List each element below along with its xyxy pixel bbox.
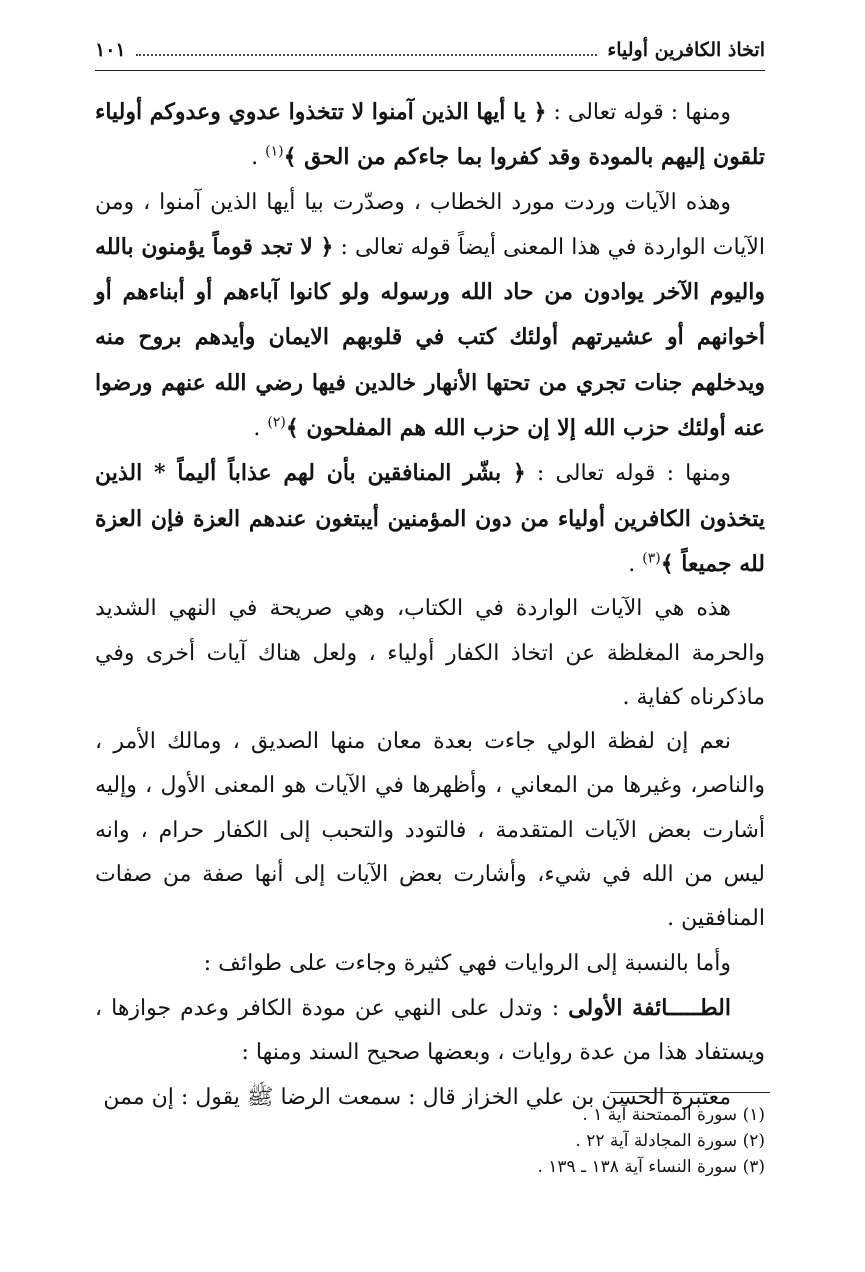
- footnote-ref: (١): [265, 143, 284, 160]
- footnotes: [95, 1102, 765, 1180]
- text-run: هذه هي الآيات الواردة في الكتاب، وهي صريحة في النهي الشديد والحرمة المغلظة عن اتخاذ الكفار أولياء ، ولعل هناك آيات أخرى وفي ماذكرناه كفاية .: [95, 596, 765, 710]
- text-run: نعم إن لفظة الولي جاءت بعدة معان منها الصديق ، ومالك الأمر ، والناصر، وغيرها من المعاني ، وأظهرها في الآيات هو المعنى الأول ، وإليه أشارت بعض الآيات المتقدمة ، فالتودد والتحبب إلى الكفار حرام ، وانه ليس من الله في شيء، وأشارت بعض الآيات إلى أنها صفة من صفات المنافقين .: [95, 729, 765, 932]
- text-run: : وتدل على النهي عن مودة الكافر وعدم جوازها ، ويستفاد هذا من عدة روايات ، وبعضها صحيح السند ومنها :: [95, 995, 765, 1066]
- text-run: .: [253, 416, 268, 442]
- text-run: يقول : إن ممن: [103, 1084, 247, 1110]
- text-run: وهذه الآيات وردت مورد الخطاب ، وصدّرت بيا أيها الذين آمنوا ، ومن الآيات الواردة في هذا المعنى أيضاً قوله تعالى :: [95, 189, 766, 260]
- paragraph: [95, 720, 765, 941]
- text-run: .: [251, 145, 266, 171]
- text-run: .: [628, 551, 643, 577]
- main-text: [95, 90, 765, 1120]
- quran-quote: ﴿ بشّر المنافقين بأن لهم عذاباً أليماً * الذين يتخذون الكافرين أولياء من دون المؤمنين أيبتغون عندهم العزة فإن العزة لله جميعاً ﴾: [95, 460, 765, 577]
- footnote: (٢) سورة المجادلة آية ٢٢ .: [575, 1131, 765, 1151]
- footnote-ref: (٣): [642, 550, 661, 567]
- page-number: ١٠١: [95, 39, 126, 61]
- footnote-separator: [610, 1092, 770, 1093]
- header-title: اتخاذ الكافرين أولياء: [607, 39, 765, 61]
- paragraph: [95, 942, 765, 986]
- paragraph: [95, 587, 765, 720]
- footnote: (٣) سورة النساء آية ١٣٨ ـ ١٣٩ .: [537, 1157, 765, 1177]
- text-run: ومنها : قوله تعالى :: [525, 461, 731, 487]
- text-run: معتبرة الحسن بن علي الخزاز قال : سمعت الرضا: [273, 1084, 731, 1110]
- footnote-ref: (٢): [267, 414, 286, 431]
- running-header: [95, 30, 765, 71]
- paragraph: [95, 181, 765, 452]
- paragraph: [95, 90, 765, 181]
- quran-quote: ﴿ يا أيها الذين آمنوا لا تتخذوا عدوي وعدوكم أولياء تلقون إليهم بالمودة وقد كفروا بما جاءكم من الحق ﴾: [95, 99, 765, 171]
- header-leader-dots: [136, 44, 598, 56]
- text-run: ومنها : قوله تعالى :: [546, 100, 731, 125]
- quran-quote: ﴿ لا تجد قوماً يؤمنون بالله واليوم الآخر يوادون من حاد الله ورسوله ولو كانوا آباءهم أو أبناءهم أو أخوانهم أو عشيرتهم أولئك كتب في قلوبهم الايمان وأيدهم بروح منه ويدخلهم جنات تجري من تحتها الأنهار خالدين فيها رضي الله عنهم ورضوا عنه أولئك حزب الله إلا إن حزب الله هم المفلحون ﴾: [95, 233, 765, 442]
- footnote: (١) سورة الممتحنة آية ١ .: [582, 1105, 765, 1125]
- text-run: ﷺ: [246, 1084, 274, 1110]
- paragraph: [95, 451, 765, 587]
- quran-quote: الطـــــائفة الأولى: [568, 994, 731, 1021]
- text-run: وأما بالنسبة إلى الروايات فهي كثيرة وجاءت على طوائف :: [203, 950, 731, 976]
- paragraph: [95, 986, 765, 1076]
